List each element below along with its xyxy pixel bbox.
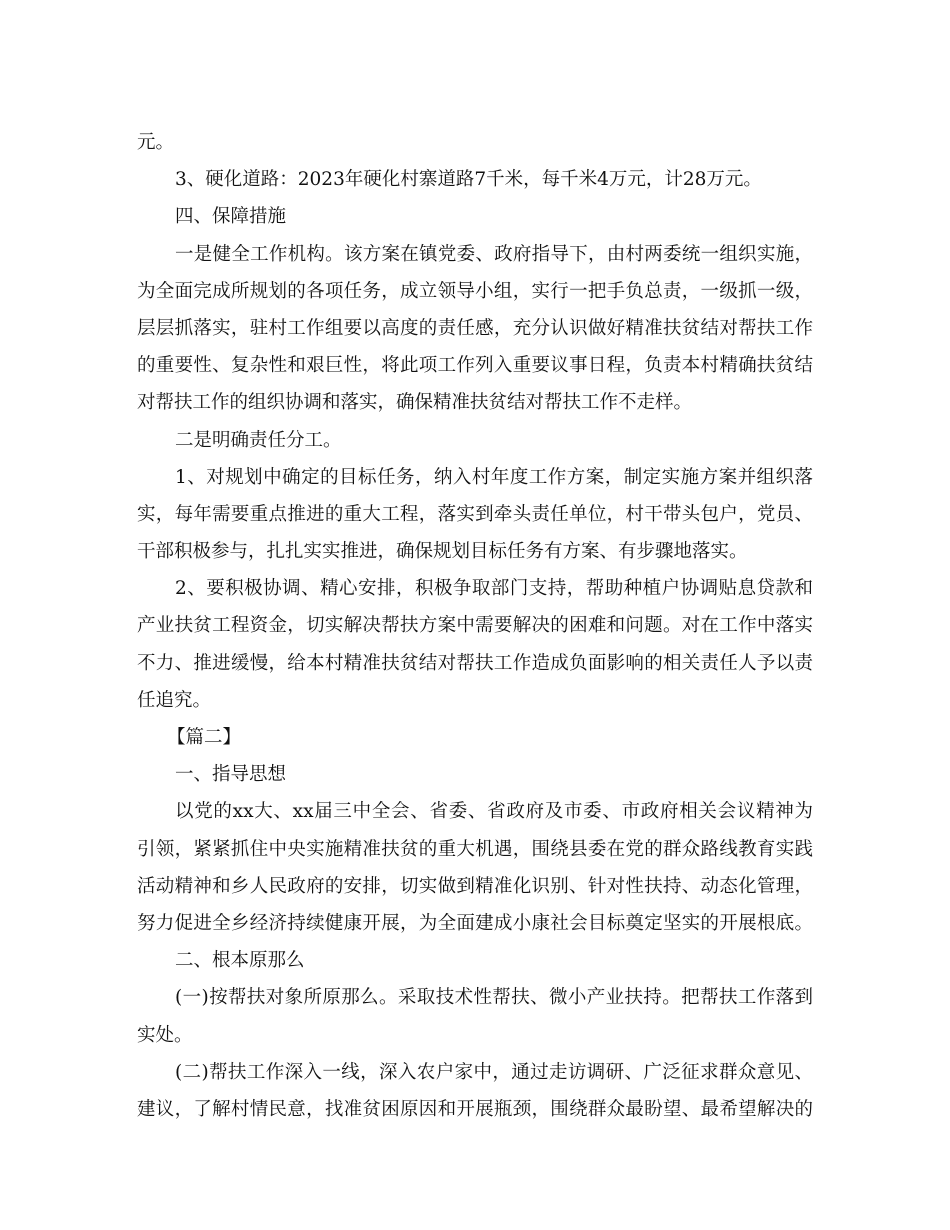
text-line: 努力促进全乡经济持续健康开展，为全面建成小康社会目标奠定坚实的开展根底。 (137, 912, 813, 934)
text-line: 以党的xx大、xx届三中全会、省委、省政府及市委、市政府相关会议精神为 (175, 801, 813, 823)
text-line: 建议，了解村情民意，找准贫困原因和开展瓶颈，围绕群众最盼望、最希望解决的 (137, 1098, 813, 1120)
section-heading: 【篇二】 (167, 727, 242, 748)
document-body (137, 124, 813, 1128)
text-line: 二是明确责任分工。 (175, 429, 342, 451)
text-line: 产业扶贫工程资金，切实解决帮扶方案中需要解决的困难和问题。对在工作中落实 (137, 615, 813, 637)
text-line: 为全面完成所规划的各项任务，成立领导小组，实行一把手负总责，一级抓一级， (137, 280, 813, 302)
text-line: 一是健全工作机构。该方案在镇党委、政府指导下，由村两委统一组织实施， (175, 243, 813, 265)
text-line: 实，每年需要重点推进的重大工程，落实到牵头责任单位，村干带头包户，党员、 (137, 503, 813, 525)
text-line: 不力、推进缓慢，给本村精准扶贫结对帮扶工作造成负面影响的相关责任人予以责 (137, 652, 813, 674)
text-line: 引领，紧紧抓住中央实施精准扶贫的重大机遇，围绕县委在党的群众路线教育实践 (137, 838, 813, 860)
text-line: 对帮扶工作的组织协调和落实，确保精准扶贫结对帮扶工作不走样。 (137, 392, 693, 414)
section-heading: 二、根本原那么 (175, 950, 305, 972)
text-line: 实处。 (137, 1024, 193, 1046)
text-line: 元。 (137, 132, 175, 153)
text-line: 干部积极参与，扎扎实实推进，确保规划目标任务有方案、有步骤地落实。 (137, 541, 748, 563)
text-line: (一)按帮扶对象所原那么。采取技术性帮扶、微小产业扶持。把帮扶工作落到 (175, 987, 813, 1009)
text-line: 层层抓落实，驻村工作组要以高度的责任感，充分认识做好精准扶贫结对帮扶工作 (137, 317, 813, 339)
text-line: 任追究。 (137, 689, 212, 711)
section-heading: 一、指导思想 (175, 764, 287, 786)
text-line: 2、要积极协调、精心安排，积极争取部门支持，帮助种植户协调贴息贷款和 (175, 578, 813, 600)
text-line: 3、硬化道路：2023年硬化村寨道路7千米，每千米4万元，计28万元。 (175, 169, 762, 191)
text-line: 1、对规划中确定的目标任务，纳入村年度工作方案，制定实施方案并组织落 (175, 466, 813, 488)
text-line: 的重要性、复杂性和艰巨性，将此项工作列入重要议事日程，负责本村精确扶贫结 (137, 355, 813, 377)
text-line: (二)帮扶工作深入一线，深入农户家中，通过走访调研、广泛征求群众意见、 (175, 1061, 813, 1083)
text-line: 活动精神和乡人民政府的安排，切实做到精准化识别、针对性扶持、动态化管理， (137, 875, 813, 897)
section-heading: 四、保障措施 (175, 206, 287, 228)
